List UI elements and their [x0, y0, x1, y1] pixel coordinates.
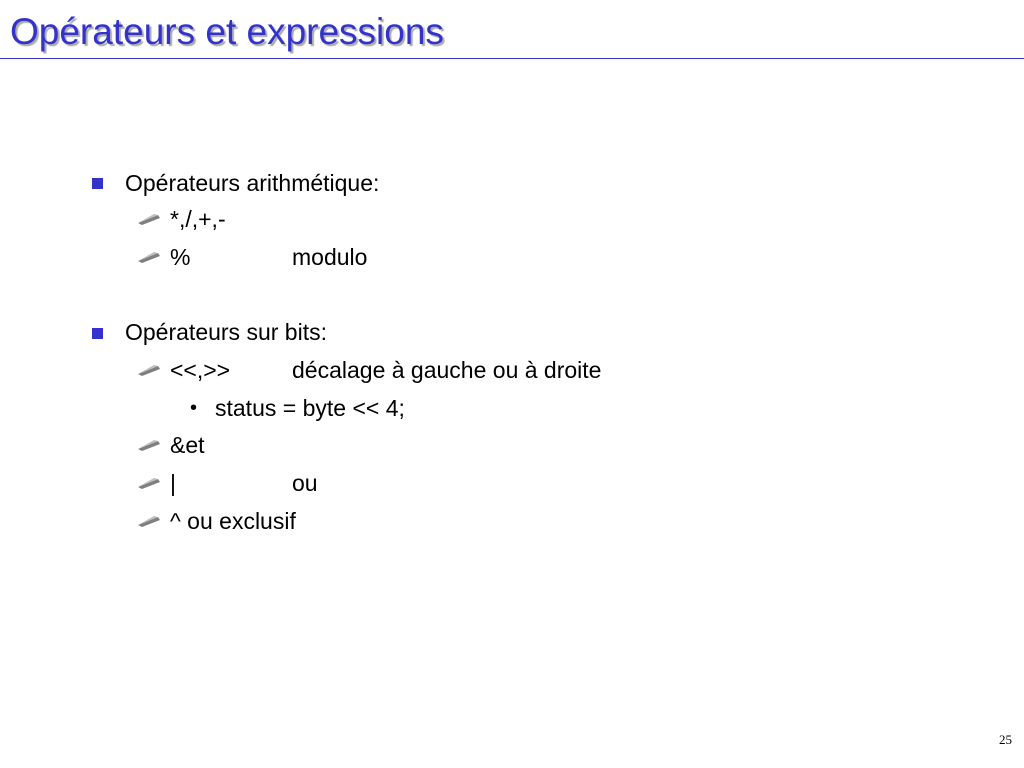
- square-bullet-icon: [92, 178, 103, 189]
- page-number: 25: [999, 732, 1012, 747]
- arrow-bullet-icon: [138, 478, 160, 490]
- operator-symbol: &et: [170, 432, 205, 458]
- slide-title: Opérateurs et expressions: [10, 11, 444, 52]
- operator-symbol: ^ ou exclusif: [170, 508, 296, 534]
- operator-description: décalage à gauche ou à droite: [292, 357, 602, 383]
- section-heading-bits: Opérateurs sur bits:: [125, 319, 327, 345]
- arrow-bullet-icon: [138, 365, 160, 377]
- section-heading-arithmetic: Opérateurs arithmétique:: [125, 170, 380, 196]
- operator-symbol: |: [170, 470, 176, 496]
- operator-symbol: *,/,+,-: [170, 206, 226, 232]
- code-example: status = byte << 4;: [215, 395, 405, 421]
- arrow-bullet-icon: [138, 214, 160, 226]
- arrow-bullet-icon: [138, 440, 160, 452]
- operator-symbol: %: [170, 244, 191, 270]
- operator-description: ou: [292, 470, 318, 496]
- operator-description: modulo: [292, 244, 368, 270]
- square-bullet-icon: [92, 328, 103, 339]
- arrow-bullet-icon: [138, 252, 160, 264]
- arrow-bullet-icon: [138, 516, 160, 528]
- operator-symbol: <<,>>: [170, 357, 231, 383]
- dot-bullet-icon: •: [190, 397, 198, 419]
